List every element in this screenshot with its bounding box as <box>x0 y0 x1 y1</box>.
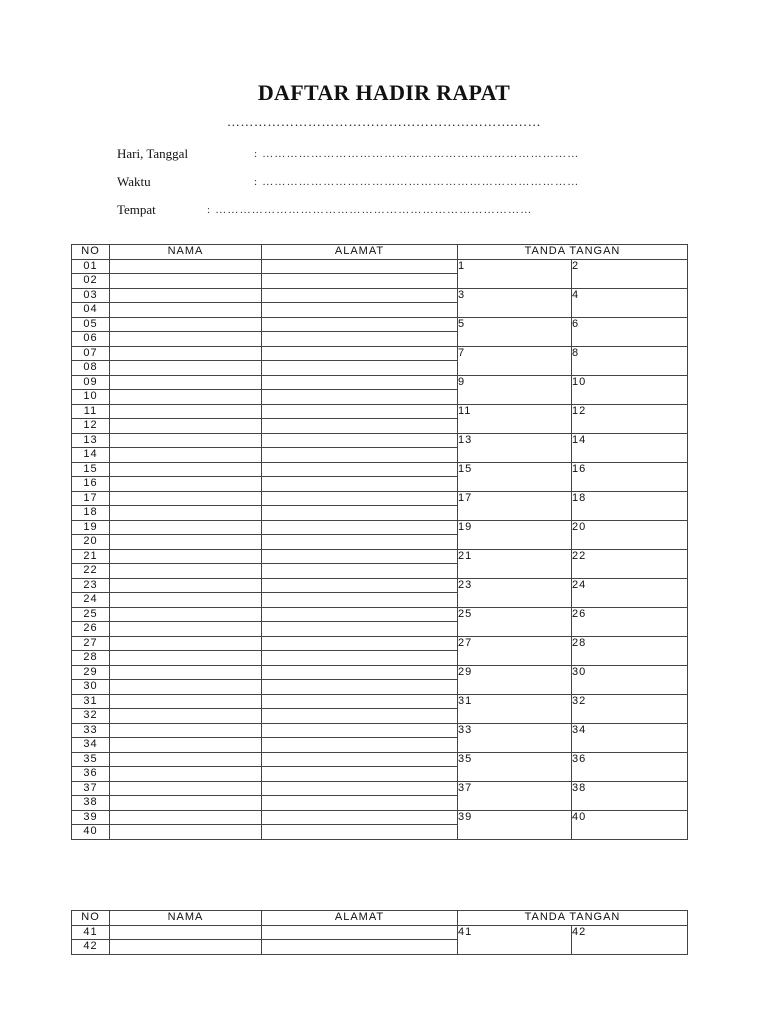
meeting-name-blank: ……………………………………………………….…… <box>226 114 542 129</box>
nama-cell[interactable] <box>110 940 262 955</box>
table-row <box>72 549 688 564</box>
table-row <box>72 752 688 767</box>
signature-cell[interactable]: 22 <box>572 549 688 578</box>
signature-cell[interactable]: 32 <box>572 694 688 723</box>
nama-cell[interactable] <box>110 810 262 825</box>
alamat-cell[interactable] <box>262 259 458 274</box>
alamat-cell[interactable] <box>262 607 458 622</box>
row-number: 34 <box>72 738 110 753</box>
signature-cell[interactable]: 16 <box>572 462 688 491</box>
header-tanda-tangan: TANDA TANGAN <box>458 245 688 260</box>
signature-cell[interactable]: 13 <box>458 433 572 462</box>
signature-cell[interactable]: 6 <box>572 317 688 346</box>
row-number: 04 <box>72 303 110 318</box>
row-number: 32 <box>72 709 110 724</box>
nama-cell[interactable] <box>110 303 262 318</box>
row-number: 18 <box>72 506 110 521</box>
nama-cell[interactable] <box>110 491 262 506</box>
signature-cell[interactable]: 37 <box>458 781 572 810</box>
table-row <box>72 781 688 796</box>
signature-cell[interactable]: 36 <box>572 752 688 781</box>
header-nama: NAMA <box>110 911 262 926</box>
row-number: 08 <box>72 361 110 376</box>
row-number: 38 <box>72 796 110 811</box>
alamat-cell[interactable] <box>262 332 458 347</box>
signature-cell[interactable]: 5 <box>458 317 572 346</box>
alamat-cell[interactable] <box>262 390 458 405</box>
signature-cell[interactable]: 35 <box>458 752 572 781</box>
signature-cell[interactable]: 1 <box>458 259 572 288</box>
signature-cell[interactable]: 2 <box>572 259 688 288</box>
alamat-cell[interactable] <box>262 925 458 940</box>
row-number: 28 <box>72 651 110 666</box>
signature-cell[interactable]: 3 <box>458 288 572 317</box>
alamat-cell[interactable] <box>262 680 458 695</box>
alamat-cell[interactable] <box>262 303 458 318</box>
table-row <box>72 288 688 303</box>
signature-cell[interactable]: 8 <box>572 346 688 375</box>
alamat-cell[interactable] <box>262 477 458 492</box>
alamat-cell[interactable] <box>262 506 458 521</box>
row-number: 19 <box>72 520 110 535</box>
nama-cell[interactable] <box>110 288 262 303</box>
nama-cell[interactable] <box>110 665 262 680</box>
table-row <box>72 346 688 361</box>
nama-cell[interactable] <box>110 462 262 477</box>
nama-cell[interactable] <box>110 317 262 332</box>
signature-cell[interactable]: 42 <box>572 925 688 954</box>
alamat-cell[interactable] <box>262 274 458 289</box>
signature-cell[interactable]: 20 <box>572 520 688 549</box>
nama-cell[interactable] <box>110 332 262 347</box>
row-number: 24 <box>72 593 110 608</box>
row-number: 06 <box>72 332 110 347</box>
alamat-cell[interactable] <box>262 738 458 753</box>
table-row <box>72 636 688 651</box>
header-no: NO <box>72 911 110 926</box>
alamat-cell[interactable] <box>262 535 458 550</box>
row-number: 03 <box>72 288 110 303</box>
signature-cell[interactable]: 25 <box>458 607 572 636</box>
row-number: 09 <box>72 375 110 390</box>
signature-cell[interactable]: 39 <box>458 810 572 839</box>
attendance-table-1 <box>71 244 688 840</box>
row-number: 17 <box>72 491 110 506</box>
row-number: 27 <box>72 636 110 651</box>
table-row <box>72 317 688 332</box>
signature-cell[interactable]: 11 <box>458 404 572 433</box>
table-row <box>72 694 688 709</box>
signature-cell[interactable]: 23 <box>458 578 572 607</box>
signature-cell[interactable]: 14 <box>572 433 688 462</box>
nama-cell[interactable] <box>110 636 262 651</box>
signature-cell[interactable]: 29 <box>458 665 572 694</box>
signature-cell[interactable]: 33 <box>458 723 572 752</box>
table-row <box>72 723 688 738</box>
alamat-cell[interactable] <box>262 419 458 434</box>
signature-cell[interactable]: 27 <box>458 636 572 665</box>
signature-cell[interactable]: 15 <box>458 462 572 491</box>
signature-cell[interactable]: 18 <box>572 491 688 520</box>
row-number: 11 <box>72 404 110 419</box>
alamat-cell[interactable] <box>262 940 458 955</box>
signature-cell[interactable]: 41 <box>458 925 572 954</box>
alamat-cell[interactable] <box>262 593 458 608</box>
table-row <box>72 462 688 477</box>
signature-cell[interactable]: 31 <box>458 694 572 723</box>
nama-cell[interactable] <box>110 825 262 840</box>
row-number: 02 <box>72 274 110 289</box>
alamat-cell[interactable] <box>262 564 458 579</box>
alamat-cell[interactable] <box>262 361 458 376</box>
alamat-cell[interactable] <box>262 651 458 666</box>
row-number: 15 <box>72 462 110 477</box>
table-row <box>72 607 688 622</box>
nama-cell[interactable] <box>110 781 262 796</box>
alamat-cell[interactable] <box>262 462 458 477</box>
nama-cell[interactable] <box>110 578 262 593</box>
attendance-table-2 <box>71 910 688 955</box>
row-number: 26 <box>72 622 110 637</box>
table-row <box>72 259 688 274</box>
row-number: 01 <box>72 259 110 274</box>
nama-cell[interactable] <box>110 564 262 579</box>
alamat-cell[interactable] <box>262 317 458 332</box>
alamat-cell[interactable] <box>262 825 458 840</box>
row-number: 12 <box>72 419 110 434</box>
alamat-cell[interactable] <box>262 636 458 651</box>
nama-cell[interactable] <box>110 694 262 709</box>
nama-cell[interactable] <box>110 593 262 608</box>
row-number: 25 <box>72 607 110 622</box>
signature-cell[interactable]: 34 <box>572 723 688 752</box>
row-number: 33 <box>72 723 110 738</box>
signature-cell[interactable]: 9 <box>458 375 572 404</box>
row-number: 36 <box>72 767 110 782</box>
nama-cell[interactable] <box>110 404 262 419</box>
nama-cell[interactable] <box>110 709 262 724</box>
row-number: 29 <box>72 665 110 680</box>
header-alamat: ALAMAT <box>262 245 458 260</box>
nama-cell[interactable] <box>110 274 262 289</box>
nama-cell[interactable] <box>110 738 262 753</box>
signature-cell[interactable]: 26 <box>572 607 688 636</box>
signature-cell[interactable]: 19 <box>458 520 572 549</box>
alamat-cell[interactable] <box>262 288 458 303</box>
document-title: DAFTAR HADIR RAPAT <box>257 80 511 105</box>
alamat-cell[interactable] <box>262 491 458 506</box>
nama-cell[interactable] <box>110 796 262 811</box>
signature-cell[interactable]: 40 <box>572 810 688 839</box>
nama-cell[interactable] <box>110 433 262 448</box>
signature-cell[interactable]: 4 <box>572 288 688 317</box>
nama-cell[interactable] <box>110 680 262 695</box>
row-number: 22 <box>72 564 110 579</box>
signature-cell[interactable]: 10 <box>572 375 688 404</box>
row-number: 10 <box>72 390 110 405</box>
nama-cell[interactable] <box>110 506 262 521</box>
row-number: 16 <box>72 477 110 492</box>
nama-cell[interactable] <box>110 535 262 550</box>
meta-label-time: Waktu <box>117 174 151 189</box>
nama-cell[interactable] <box>110 651 262 666</box>
row-number: 23 <box>72 578 110 593</box>
row-number: 05 <box>72 317 110 332</box>
signature-cell[interactable]: 17 <box>458 491 572 520</box>
table-header-row <box>72 911 688 926</box>
row-number: 35 <box>72 752 110 767</box>
alamat-cell[interactable] <box>262 346 458 361</box>
nama-cell[interactable] <box>110 925 262 940</box>
signature-cell[interactable]: 12 <box>572 404 688 433</box>
row-number: 31 <box>72 694 110 709</box>
row-number: 30 <box>72 680 110 695</box>
meta-value-time[interactable]: : …………………………………………………………………… <box>254 176 580 188</box>
nama-cell[interactable] <box>110 390 262 405</box>
alamat-cell[interactable] <box>262 767 458 782</box>
alamat-cell[interactable] <box>262 709 458 724</box>
nama-cell[interactable] <box>110 477 262 492</box>
nama-cell[interactable] <box>110 549 262 564</box>
nama-cell[interactable] <box>110 607 262 622</box>
alamat-cell[interactable] <box>262 694 458 709</box>
alamat-cell[interactable] <box>262 375 458 390</box>
alamat-cell[interactable] <box>262 404 458 419</box>
alamat-cell[interactable] <box>262 723 458 738</box>
row-number: 37 <box>72 781 110 796</box>
signature-cell[interactable]: 30 <box>572 665 688 694</box>
table-row <box>72 404 688 419</box>
alamat-cell[interactable] <box>262 622 458 637</box>
row-number: 21 <box>72 549 110 564</box>
row-number: 41 <box>72 925 110 940</box>
nama-cell[interactable] <box>110 723 262 738</box>
alamat-cell[interactable] <box>262 578 458 593</box>
table-row <box>72 433 688 448</box>
row-number: 14 <box>72 448 110 463</box>
table-row <box>72 578 688 593</box>
signature-cell[interactable]: 21 <box>458 549 572 578</box>
nama-cell[interactable] <box>110 520 262 535</box>
signature-cell[interactable]: 28 <box>572 636 688 665</box>
meta-label-date: Hari, Tanggal <box>117 146 189 161</box>
alamat-cell[interactable] <box>262 781 458 796</box>
table-row <box>72 491 688 506</box>
alamat-cell[interactable] <box>262 796 458 811</box>
nama-cell[interactable] <box>110 448 262 463</box>
alamat-cell[interactable] <box>262 448 458 463</box>
table-row <box>72 925 688 940</box>
meta-label-place: Tempat <box>117 202 156 217</box>
meta-value-place[interactable]: : …………………………………………………………………… <box>207 204 533 216</box>
table-row <box>72 665 688 680</box>
alamat-cell[interactable] <box>262 520 458 535</box>
table-row <box>72 375 688 390</box>
nama-cell[interactable] <box>110 346 262 361</box>
alamat-cell[interactable] <box>262 433 458 448</box>
row-number: 07 <box>72 346 110 361</box>
header-alamat: ALAMAT <box>262 911 458 926</box>
row-number: 13 <box>72 433 110 448</box>
nama-cell[interactable] <box>110 622 262 637</box>
signature-cell[interactable]: 24 <box>572 578 688 607</box>
nama-cell[interactable] <box>110 752 262 767</box>
alamat-cell[interactable] <box>262 752 458 767</box>
nama-cell[interactable] <box>110 361 262 376</box>
table-row <box>72 810 688 825</box>
row-number: 20 <box>72 535 110 550</box>
row-number: 40 <box>72 825 110 840</box>
alamat-cell[interactable] <box>262 810 458 825</box>
signature-cell[interactable]: 7 <box>458 346 572 375</box>
table-row <box>72 520 688 535</box>
table-header-row <box>72 245 688 260</box>
nama-cell[interactable] <box>110 419 262 434</box>
signature-cell[interactable]: 38 <box>572 781 688 810</box>
nama-cell[interactable] <box>110 375 262 390</box>
meta-value-date[interactable]: : …………………………………………………………………… <box>254 148 580 160</box>
header-nama: NAMA <box>110 245 262 260</box>
header-no: NO <box>72 245 110 260</box>
nama-cell[interactable] <box>110 259 262 274</box>
row-number: 42 <box>72 940 110 955</box>
row-number: 39 <box>72 810 110 825</box>
alamat-cell[interactable] <box>262 549 458 564</box>
nama-cell[interactable] <box>110 767 262 782</box>
alamat-cell[interactable] <box>262 665 458 680</box>
header-tanda-tangan: TANDA TANGAN <box>458 911 688 926</box>
